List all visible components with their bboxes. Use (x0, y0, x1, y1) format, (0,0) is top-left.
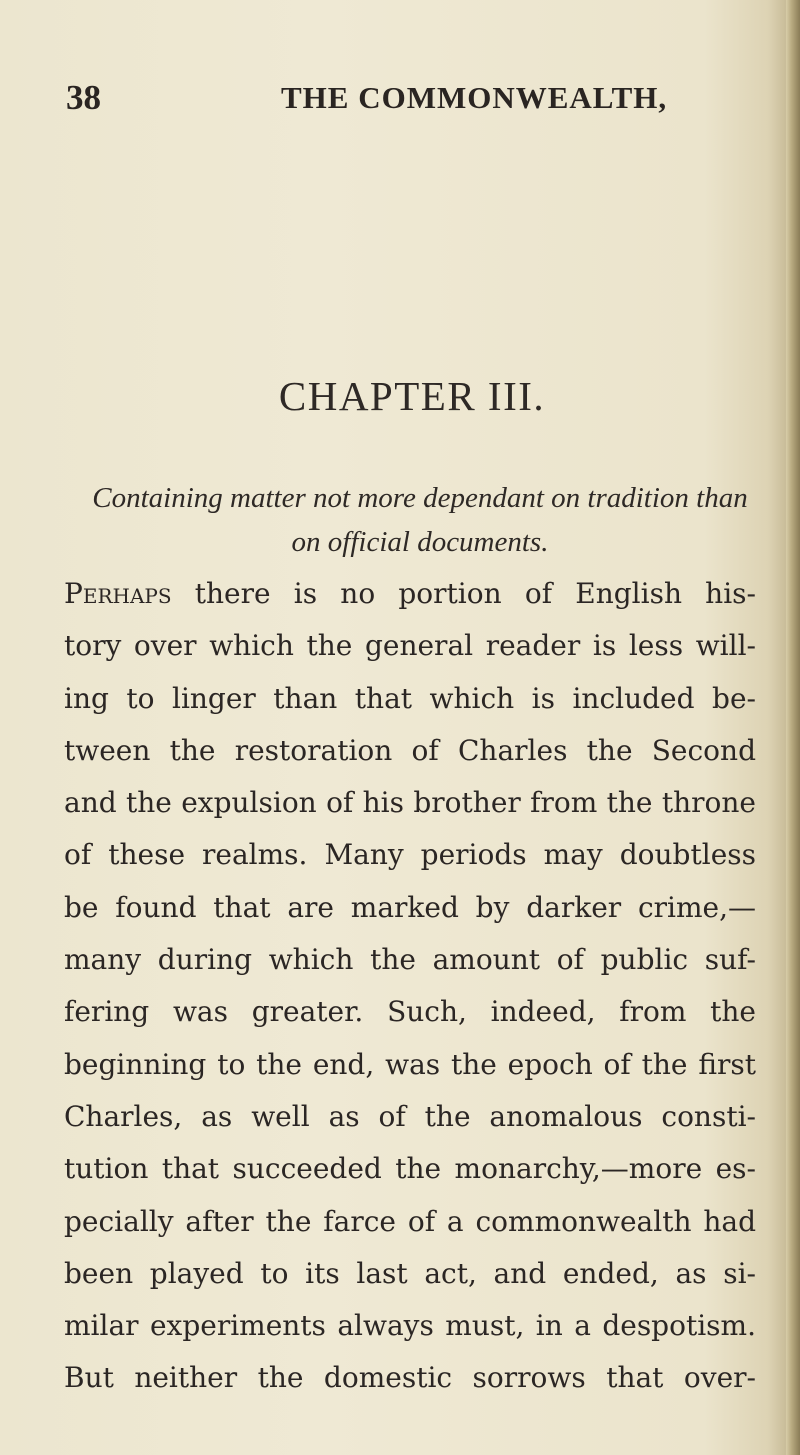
body-line: tory over which the general reader is less will- (64, 629, 756, 663)
chapter-summary-line: Containing matter not more dependant on tradition than (92, 482, 748, 514)
body-line: milar experiments always must, in a despotism. (64, 1309, 756, 1343)
running-head (0, 68, 800, 128)
body-line: ing to linger than that which is included be- (64, 681, 756, 715)
body-line: beginning to the end, was the epoch of the first (64, 1047, 756, 1081)
body-line: of these realms. Many periods may doubtless (64, 838, 756, 872)
body-line: But neither the domestic sorrows that over- (64, 1361, 756, 1395)
body-text (64, 568, 756, 1405)
chapter-heading: CHAPTER III. (278, 373, 546, 419)
body-line: fering was greater. Such, indeed, from the (64, 995, 756, 1029)
body-line: pecially after the farce of a commonwealth had (64, 1204, 756, 1238)
chapter-summary-line: on official documents. (291, 526, 549, 558)
body-line: been played to its last act, and ended, as si- (64, 1256, 756, 1290)
body-line: Charles, as well as of the anomalous consti- (64, 1099, 756, 1133)
page-number: 38 (66, 78, 101, 117)
running-title: THE COMMONWEALTH, (281, 80, 668, 115)
drop-word: Perhaps (64, 577, 172, 610)
body-line: and the expulsion of his brother from the throne (64, 786, 756, 820)
body-line-first (64, 568, 756, 620)
body-line: tution that succeeded the monarchy,—more es- (64, 1152, 756, 1186)
chapter-summary (60, 476, 780, 564)
body-line: be found that are marked by darker crime,— (64, 890, 756, 924)
first-line-rest: there is no portion of English his- (171, 577, 756, 610)
page-edge (786, 0, 800, 1455)
body-line: tween the restoration of Charles the Second (64, 733, 756, 767)
body-line: many during which the amount of public suf- (64, 943, 756, 977)
